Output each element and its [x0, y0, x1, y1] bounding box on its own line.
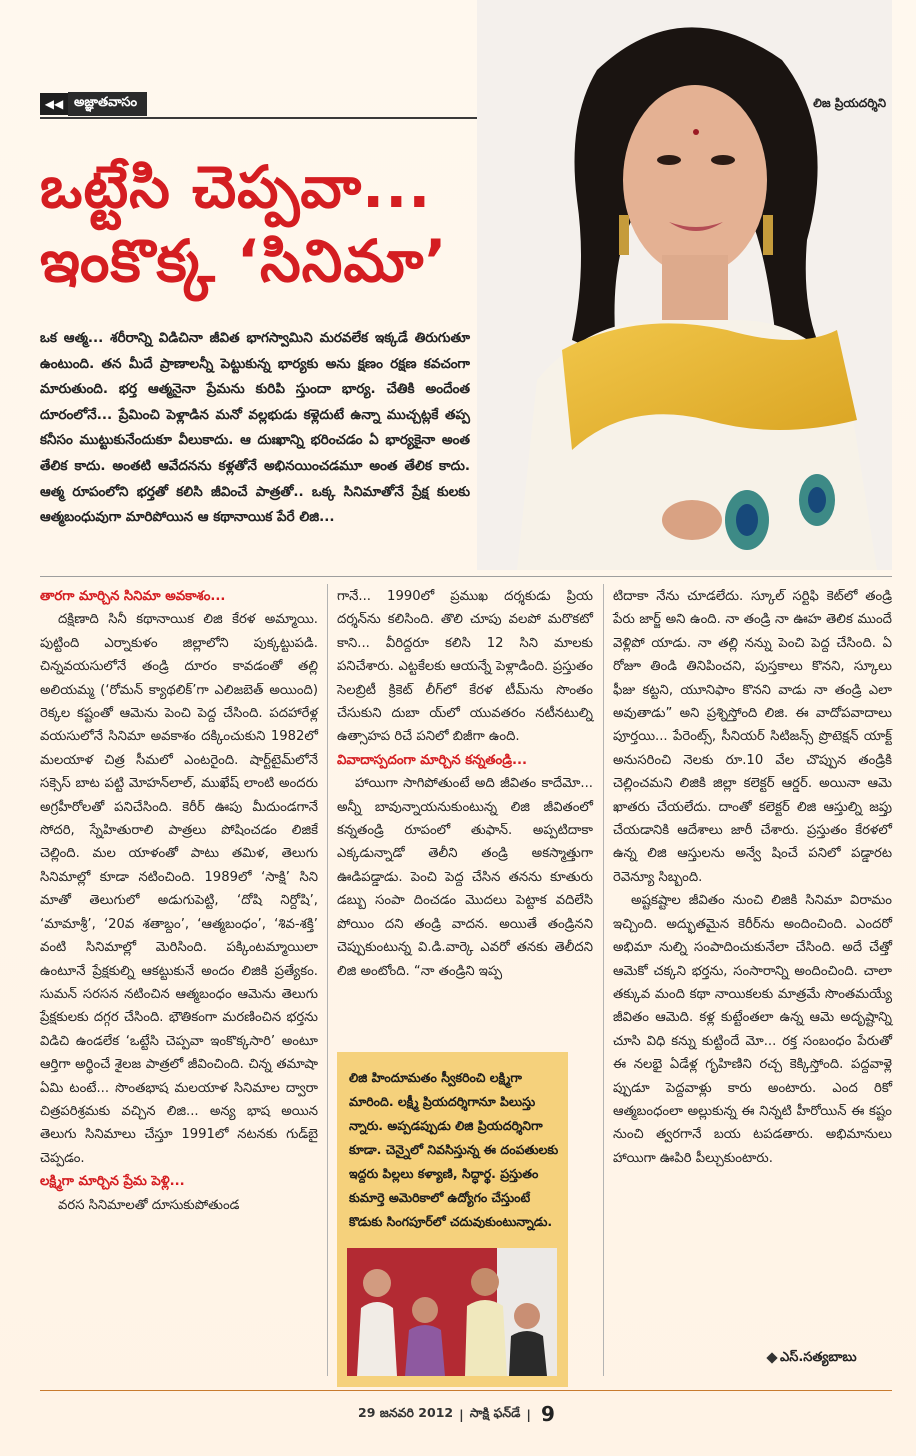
footer-publication: సాక్షి ఫన్‌డే: [469, 1404, 521, 1420]
col2-paragraph-2: హాయిగా సాగిపోతుంటే అది జీవితం కాదేమో... అన్నీ బావున్నాయనుకుంటున్న లిజి జీవితంలో కన్నతండ్రి రూపంలో తుఫాన్. అప్పటిదాకా ఎక్కడున్నాడో తెలీని తండ్రి అకస్మాత్తుగా ఊడిపడ్డాడు. పెంచి పెద్ద చేసిన తనను కూతురు డబ్బు సంపా దించడం మొదలు పెట్టాక వదిలేసి పోయిం దని తండ్రి వాదన. అయితే తండ్రినని చెప్పుకుంటున్న వి.డి.వార్కె ఎవరో తనకు తెలీదని లిజి అంటోంది. “నా తండ్రిని ఇప్ప: [337, 776, 593, 979]
headline-line-2: ఇంకొక్క ‘సినిమా’: [40, 227, 448, 295]
footer-rule: [40, 1390, 892, 1391]
byline-marker-icon: [766, 1352, 777, 1363]
section-rule: [40, 117, 480, 119]
family-illustration: [347, 1248, 557, 1376]
subhead-marriage: లక్ష్మిగా మార్చిన ప్రేమ పెళ్లి...: [40, 1174, 185, 1190]
column-divider-2: [603, 584, 604, 1376]
byline: ఎస్.సత్యబాబు: [780, 1350, 857, 1365]
column-top-rule: [40, 576, 892, 577]
footer-separator: |: [459, 1406, 464, 1422]
col3-paragraph-2: అష్టకష్టాల జీవితం నుంచి లిజికి సినిమా విరామం ఇచ్చింది. అద్భుతమైన కెరీర్‌ను అందించింది. ఎందరో అభిమా నుల్ని సంపాదించుకునేలా చేసింది. అదే చేత్తో ఆమెకో చక్కని భర్తను, సంసారాన్ని అందించింది. చాలా తక్కువ మంది కథా నాయికలకు మాత్రమే సొంతమయ్యే జీవితం ఆమెది. కళ్ల కుట్టేంతలా ఉన్న ఆమె అదృష్టాన్ని చూసి విధి కన్ను కుట్టిందే మో... రక్త సంబంధం పేరుతో ఈ నలభై ఏడేళ్ల గృహిణిని రచ్చ కెక్కిస్తోంది. పద్దవాళ్లె ప్పుడూ పెద్దవాళ్లు కారు అంటారు. ఎంద రికో ఆత్మబంధంలా అల్లుకున్న ఈ నిన్నటి హీరోయిన్ ఈ కష్టం నుంచి త్వరగానే బయ టపడతారు. అభిమానులు హాయిగా ఊపిరి పీల్చుకుంటారు.: [613, 893, 892, 1166]
photo-credit: లిజ ప్రియదర్శిని: [813, 96, 886, 110]
col1-paragraph-2: వరస సినిమాలతో దూసుకుపోతుండ: [58, 1197, 240, 1213]
column-3: [613, 585, 892, 1170]
portrait-illustration: [477, 0, 892, 570]
col2-paragraph-1: గానే... 1990లో ప్రముఖ దర్శకుడు ప్రియ దర్శన్‌ను కలిసింది. తొలి చూపు వలపో మరొకటో కాని... వీరిద్దరూ కలిసి 12 సిని మాలకు పనిచేశారు. ఎట్టకేలకు ఆయన్నే పెళ్లాడింది. ప్రస్తుతం సెలబ్రిటీ క్రికెట్ లీగ్‌లో కేరళ టీమ్‌ను సొంతం చేసుకుని దుబా య్‌లో యువతరం నటీనటుల్ని ఉత్సాహప రిచే పనిలో బిజీగా ఉంది.: [337, 589, 593, 745]
headline-line-1: ఒట్టేసి చెప్పవా...: [40, 153, 432, 221]
footer-separator-2: |: [526, 1406, 531, 1422]
portrait-photo: [477, 0, 892, 570]
page-number: 9: [540, 1402, 555, 1426]
sidebar-text: లిజి హిందూమతం స్వీకరించి లక్ష్మిగా మారింది. లక్ష్మీ ప్రియదర్శిగానూ పిలుస్తు న్నారు. అప్పడప్పుడు లిజి ప్రియదర్శినిగా కూడా. చెన్నైలో నివసిస్తున్న ఈ దంపతులకు ఇద్దరు పిల్లలు కళ్యాణి, సిద్ధార్థ. ప్రస్తుతం కుమార్తె అమెరికాలో ఉద్యోగం చేస్తుంటే కొడుకు సింగపూర్‌లో చదువుకుంటున్నాడు.: [349, 1070, 559, 1229]
sidebar-box: [337, 1052, 568, 1387]
section-tag: [40, 91, 147, 117]
headline: [40, 150, 470, 298]
rewind-icon: ◀◀: [40, 93, 68, 115]
col3-paragraph-1: టిదాకా నేను చూడలేదు. స్కూల్ సర్టిఫి కెట్‌లో తండ్రి పేరు జార్జ్ అని ఉంది. నా తండ్రి నా ఊహ తెలిక ముందే వెళ్లిపో యాడు. నా తల్లి నన్ను పెంచి పెద్ద చేసింది. ఏ రోజూ తిండి తినిపించని, పుస్తకాలు కొనని, స్కూలు ఫీజు కట్టని, యూనిఫాం కొనని వాడు నా తండ్రి ఎలా అవుతాడు” అని ప్రశ్నిస్తోంది లిజి. ఈ వాదోపవాదాలు పూర్తయి... పేరెంట్స్, సీనియర్ సిటిజన్స్ ప్రొటెక్షన్ యాక్ట్ అనుసరించి నెలకు రూ.10 వేల చొప్పున తండ్రికి చెల్లించమని లిజికి జిల్లా కలెక్టర్ ఆర్డర్. అయినా ఆమె ఖాతరు చేయలేదు. దాంతో కలెక్టర్ లిజి ఆస్తుల్ని జప్తు చేయడానికి ఆదేశాలు జారీ చేశారు. ప్రస్తుతం కేరళలో ఉన్న లిజి ఆస్తులను అన్వే షించే పనిలో పడ్డారట రెవెన్యూ సిబ్బంది.: [613, 589, 892, 885]
subhead-career: తారగా మార్చిన సినిమా అవకాశం...: [40, 589, 226, 604]
column-1: [40, 585, 318, 1217]
section-tag-label: అజ్ఞాతవాసం: [68, 92, 147, 116]
footer-date: 29 జనవరి 2012: [358, 1404, 454, 1420]
family-photo: [347, 1248, 557, 1376]
column-2: [337, 585, 593, 983]
intro-paragraph: ఒక ఆత్మ... శరీరాన్ని విడిచినా జీవిత భాగస్వామిని మరవలేక ఇక్కడే తిరుగుతూ ఉంటుంది. తన మీదే ప్రాణాలన్నీ పెట్టుకున్న భార్యకు అను క్షణం రక్షణ కవచంగా మారుతుంది. భర్త ఆత్మనైనా ప్రేమను కురిపి స్తుందా భార్య. చేతికి అందేంత దూరంలోనే... ప్రేమించి పెళ్లాడిన మనో వల్లభుడు కళ్లెదుటే ఉన్నా ముచ్చట్లకే తప్ప కనీసం ముట్టుకునేందుకూ వీలుకాదు. ఆ దుఃఖాన్ని భరించడం ఏ భార్యకైనా అంత తేలిక కాదు. అంతటి ఆవేదనను కళ్లతోనే అభినయించడమూ అంత తేలిక కాదు. ఆత్మ రూపంలోని భర్తతో కలిసి జీవించే పాత్రతో.. ఒక్క సినిమాతోనే ప్రేక్ష కులకు ఆత్మబంధువుగా మారిపోయిన ఆ కథానాయిక పేరే లిజి...: [40, 330, 470, 526]
footer: [358, 1402, 555, 1426]
column-divider-1: [327, 584, 328, 1376]
subhead-father: వివాదాస్పదంగా మార్చిన కన్నతండ్రి...: [337, 752, 528, 768]
col1-paragraph-1: దక్షిణాది సినీ కథానాయిక లిజి కేరళ అమ్మాయి. పుట్టింది ఎర్నాకుళం జిల్లాలోని పుక్కట్టుపడి. చిన్నవయసులోనే తండ్రి దూరం కావడంతో తల్లి అలియమ్మ (‘రోమన్ క్యాథలిక్’గా ఎలిజబెత్ అయింది) రెక్కల కష్టంతో ఆమెను పెంచి పెద్ద చేసింది. పదహారేళ్ల వయసులోనే సినిమా అవకాశం దక్కించుకుని 1982లో మలయాళ చిత్ర సీమలో ఎంటరైంది. షార్ట్‌టైమ్‌లోనే సక్సెస్ బాట పట్టి మోహన్‌లాల్, ముఖేష్ లాంటి అందరు అగ్రహీరోలతో పనిచేసింది. కెరీర్ ఊపు మీదుండగానే సోదరి, స్నేహితురాలి పాత్రలు పోషించడం లిజికే చెల్లింది. మల యాళంతో పాటు తమిళ, తెలుగు సినిమాల్లో కూడా నటించింది. 1989లో ‘సాక్షి’ సిని మాతో తెలుగులో అడుగుపెట్టి, ‘దోషి నిర్దోషి’, ‘మామాశ్రీ’, ‘20వ శతాబ్దం’, ‘ఆత్మబంధం’, ‘శివ-శక్తి’ వంటి సినిమాల్లో మెరిసింది. పక్కింటమ్మాయిలా ఉంటూనే ప్రేక్షకుల్ని ఆకట్టుకునే అందం లిజికి ప్రత్యేకం. సుమన్ సరసన నటించిన ఆత్మబంధం ఆమెను తెలుగు ప్రేక్షకులకు దగ్గర చేసింది. భౌతికంగా మరణించిన భర్తను విడిచి ఉండలేక ‘ఒట్టేసి చెప్పవా ఇంకొక్కసారి’ అంటూ ఆర్తిగా అర్థించే శైలజ పాత్రలో జీవించింది. చిన్న తమాషా ఏమి టంటే... సొంతభాష మలయాళ సినిమాల ద్వారా చిత్రపరిశ్రమకు వచ్చిన లిజి... అన్య భాష అయిన తెలుగు సినిమాలు చేస్తూ 1991లో నటనకు గుడ్‌బై చెప్పడం.: [40, 612, 318, 1166]
